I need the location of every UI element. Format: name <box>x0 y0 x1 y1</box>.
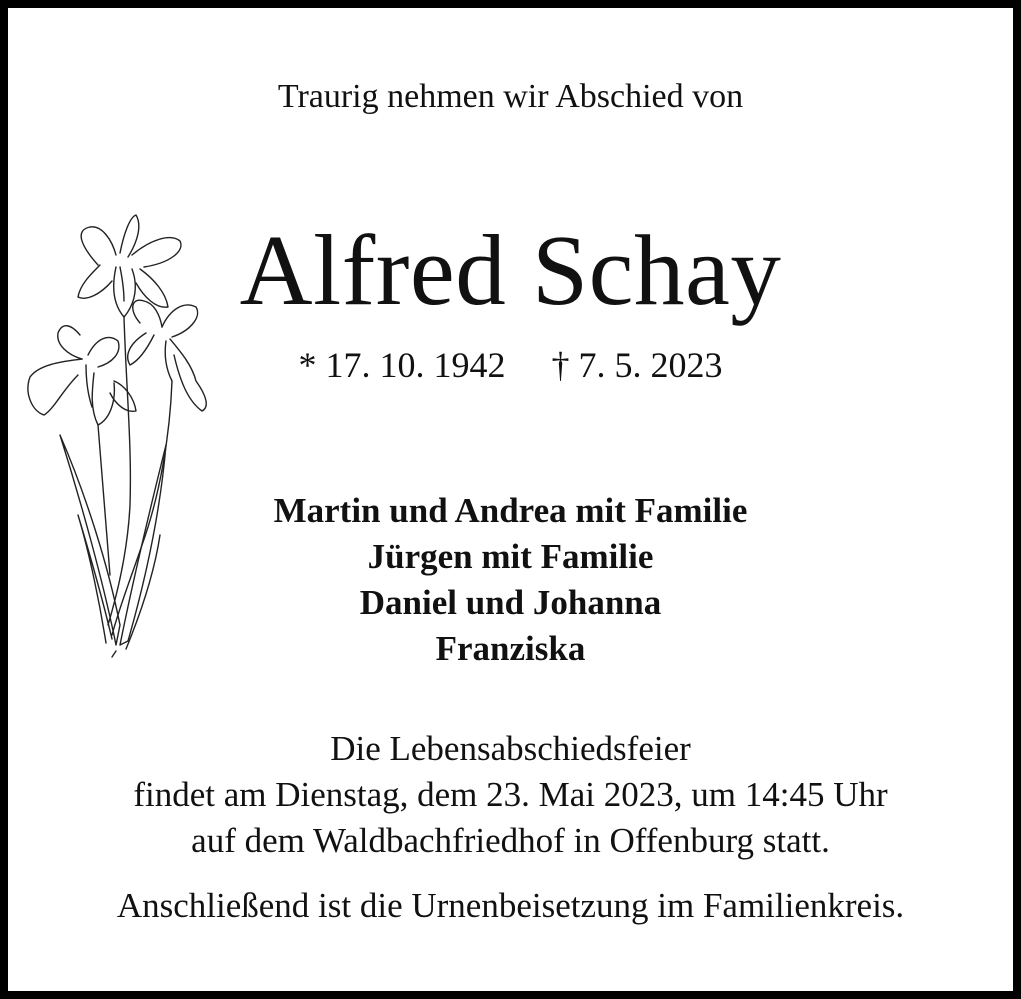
service-line: auf dem Waldbachfriedhof in Offenburg statt. <box>191 821 830 860</box>
mourner-line: Daniel und Johanna <box>359 583 662 622</box>
birth-date: * 17. 10. 1942 <box>298 345 506 385</box>
service-line: Die Lebensabschiedsfeier <box>330 729 691 768</box>
life-dates <box>0 344 1021 386</box>
deceased-name: Alfred Schay <box>239 214 782 326</box>
mourner-line: Franziska <box>435 629 586 668</box>
mourner-line: Martin und Andrea mit Familie <box>273 491 748 530</box>
death-date: † 7. 5. 2023 <box>551 345 723 385</box>
mourners-list <box>0 488 1021 672</box>
closing-text: Anschließend ist die Urnenbeisetzung im Familienkreis. <box>116 886 905 925</box>
intro-text: Traurig nehmen wir Abschied von <box>277 78 744 115</box>
service-details <box>0 726 1021 864</box>
mourner-line: Jürgen mit Familie <box>367 537 654 576</box>
service-line: findet am Dienstag, dem 23. Mai 2023, um 14:45 Uhr <box>133 775 888 814</box>
